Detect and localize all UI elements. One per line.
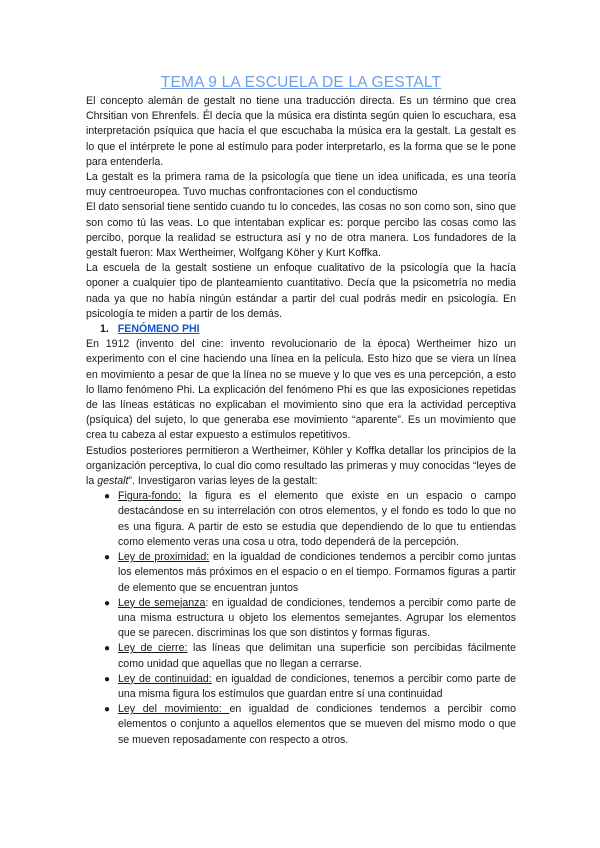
intro-paragraph-4: La escuela de la gestalt sostiene un enfoque cualitativo de la psicología que la hacía oponer a cualquier tipo de planteamiento cuantitativo. Decía que la psicometría no media nada ya que no había ningún estándar a partir del cual podrás medir en psicología. En psicología te miden a partir de los demás. — [86, 262, 516, 320]
phi-paragraph: En 1912 (invento del cine: invento revolucionario de la época) Wertheimer hizo un experimento con el cine haciendo una línea en la película. Esto hizo que se viera un línea en movimiento a pesar de que la línea no se mueve y lo que ves es una percepción, a esto lo llamo fenómeno Phi. La explicación del fenómeno Phi es que las exposiciones repetidas de las líneas estáticas no explicaban el movimiento sino que era la actividad perceptiva (psíquica) del sujeto, lo que generaba ese movimiento “aparente”. Es un movimiento que crea tu cabeza al estar expuesto a estímulos repetitivos. — [86, 338, 516, 442]
list-item — [104, 641, 516, 671]
studies-text-italic: gestalt — [97, 475, 129, 488]
gestalt-laws-list — [86, 489, 516, 747]
intro-paragraph-1: El concepto alemán de gestalt no tiene una traducción directa. Es un término que crea Chrsitian von Ehrenfels. Él decía que la música era distinta según quien lo escuchara, esa interpretación psíquica que hacía el que escuchaba la música era la gestalt. La gestalt es lo que el intérprete le pone al estímulo para poder interpretarlo, es la forma que se le pone para entenderla. — [86, 95, 516, 168]
law-term: Figura-fondo: — [118, 490, 182, 503]
studies-paragraph — [86, 444, 516, 490]
studies-text-before: Estudios posteriores permitieron a Wertheimer, Köhler y Koffka detallar los principios de la organización perceptiva, lo cual dio como resultado las primeras y muy conocidas “leyes de la — [86, 444, 516, 488]
section-heading-phi — [100, 322, 516, 337]
bullet-icon: ● — [104, 673, 111, 685]
bullet-icon: ● — [104, 704, 111, 716]
law-term: Ley de continuidad: — [118, 672, 212, 685]
studies-text-after: ”. Investigaron varias leyes de la gestalt: — [128, 475, 318, 488]
page-title: TEMA 9 LA ESCUELA DE LA GESTALT — [160, 74, 442, 91]
section-number: 1. — [100, 323, 109, 336]
law-text: : en igualdad de condiciones, tendemos a percibir como parte de una misma estructura u objeto los elementos semejantes. Agrupar los elementos que se parecen. discriminas los que son distintos y formas figuras. — [118, 596, 516, 640]
bullet-icon: ● — [104, 643, 111, 655]
section-title: FENÓMENO PHI — [117, 323, 200, 336]
law-text: en igualdad de condiciones tendemos a percibir como elementos o conjunto a aquellos elementos que se mueven del mismo modo o que se mueven reposadamente con respecto a otros. — [118, 703, 516, 746]
law-text: la figura es el elemento que existe en un espacio o campo destacándose en su interrelación con otros elementos, y el fondo es todo lo que no es una figura. A partir de esto se estudia que dependiendo de lo que tu entiendas como elemento veras una cosa u otra, todo dependerá de la percepción. — [118, 490, 516, 548]
law-text: en la igualdad de condiciones tendemos a percibir como juntas los elementos más próximos en el espacio o en el tiempo. Formamos figuras a partir de elemento que se encuentran juntos — [118, 551, 517, 594]
law-term: Ley de proximidad: — [118, 551, 210, 564]
bullet-icon: ● — [104, 597, 111, 609]
intro-paragraph-2: La gestalt es la primera rama de la psicología que tiene un idea unificada, es una teoría muy centroeuropea. Tuvo muchas confrontaciones con el conductismo — [86, 171, 516, 199]
list-item — [104, 489, 516, 550]
law-text: en igualdad de condiciones, tenemos a percibir como parte de una misma figura los estímulos que guardan entre sí una continuidad — [118, 672, 516, 700]
law-term: Ley de semejanza — [118, 596, 206, 609]
law-term: Ley de cierre: — [118, 642, 188, 655]
bullet-icon: ● — [104, 552, 111, 564]
law-text: las líneas que delimitan una superficie son percibidas fácilmente como unidad que aquellas que no llegan a cerrarse. — [118, 642, 516, 670]
bullet-icon: ● — [104, 491, 111, 503]
law-term: Ley del movimiento: — [118, 703, 230, 716]
intro-paragraph-3: El dato sensorial tiene sentido cuando tu lo concedes, las cosas no son como son, sino que son como tú las veas. Lo que intentaban explicar es: porque percibo las cosas como las percibo, porque la realidad se estructura así y no de otra manera. Los fundadores de la gestalt fueron: Max Wertheimer, Wolfgang Köher y Kurt Koffka. — [86, 201, 516, 260]
list-item — [104, 550, 517, 596]
list-item — [104, 702, 516, 748]
list-item — [104, 596, 516, 642]
list-item — [104, 672, 516, 702]
